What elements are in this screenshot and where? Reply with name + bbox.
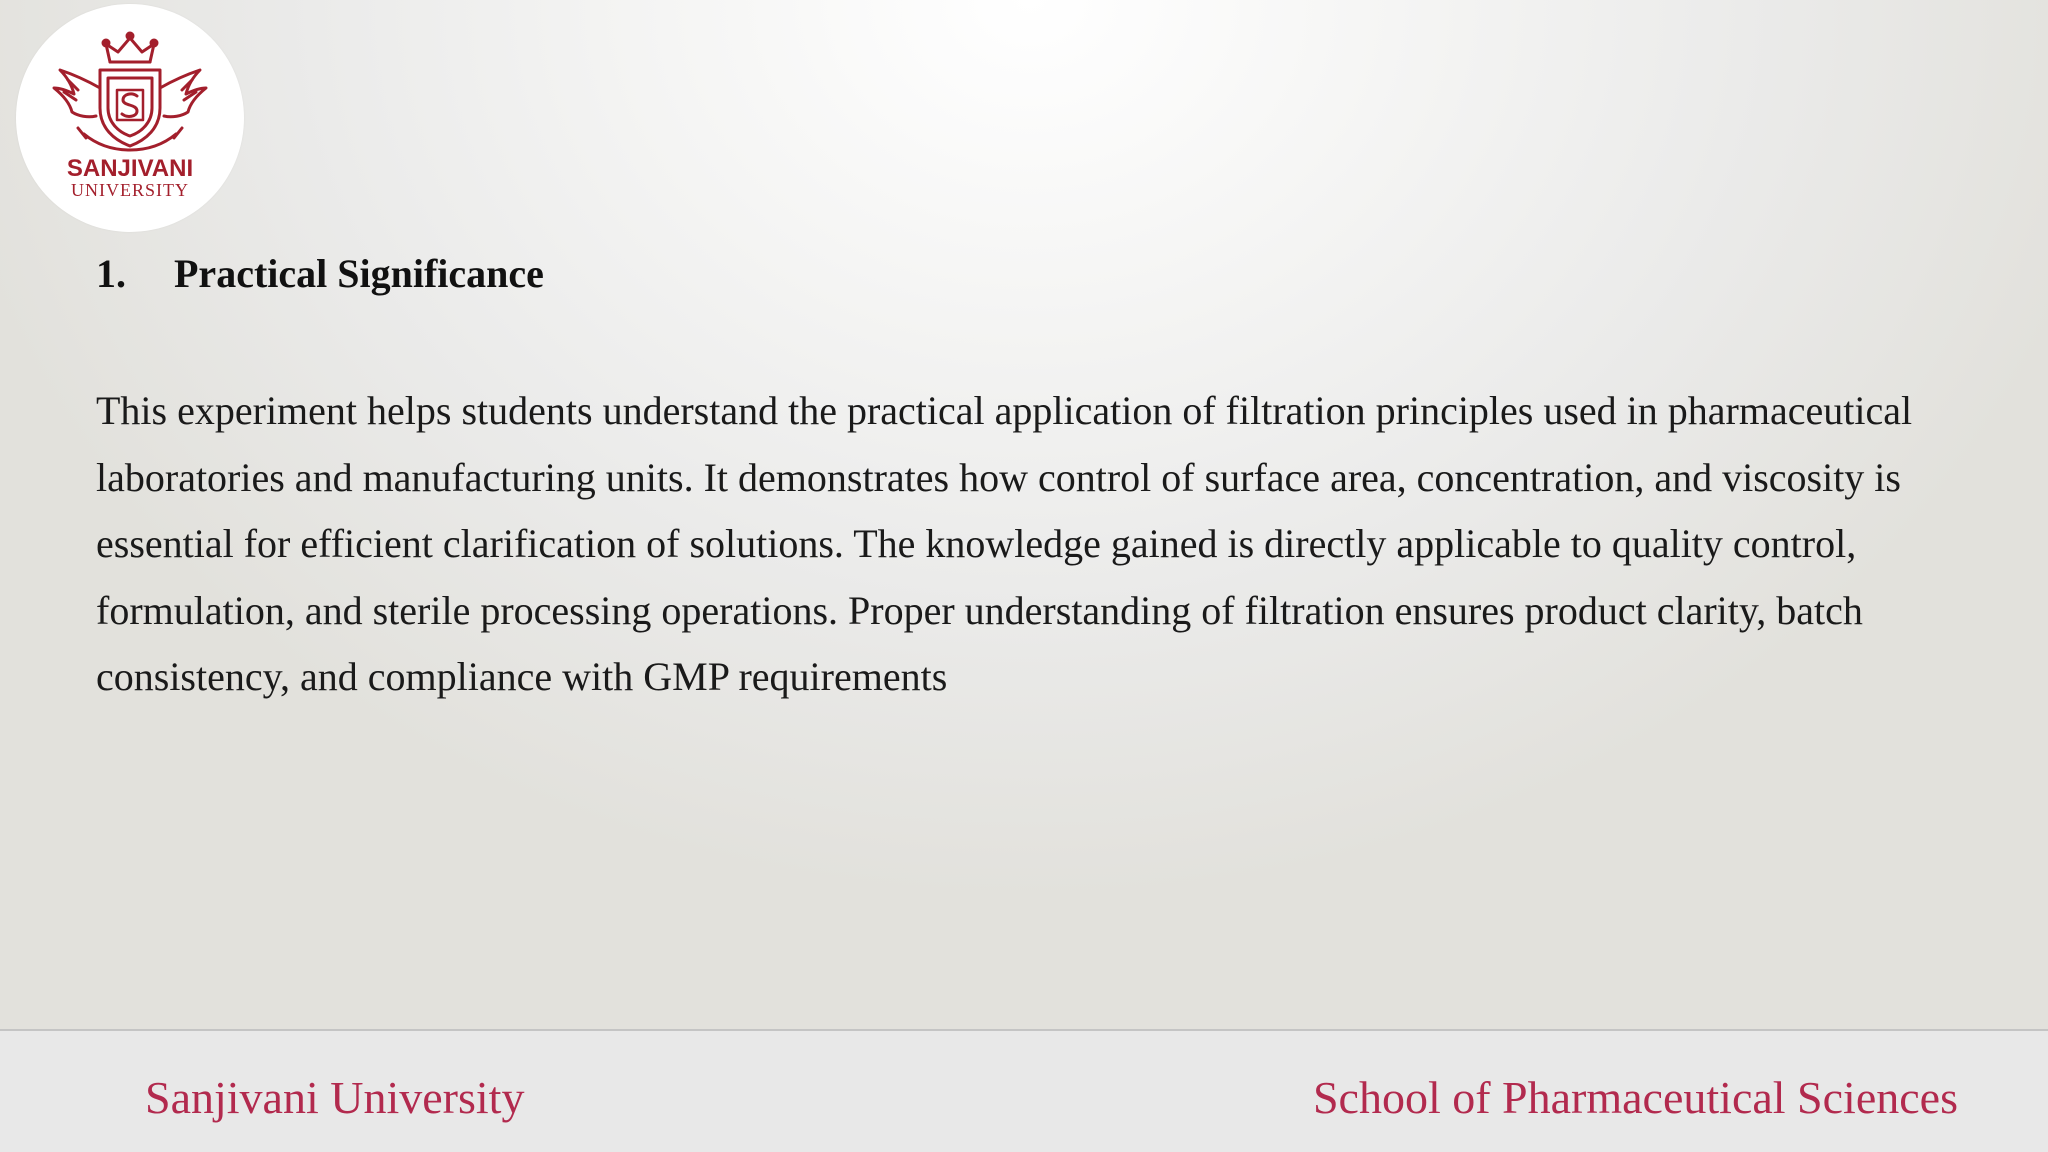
footer-school-name: School of Pharmaceutical Sciences [1312,1072,1958,1123]
logo-name-line1: SANJIVANI [66,155,194,182]
footer-bar [0,1029,2048,1152]
body-line: consistency, and compliance with GMP requirements [96,654,948,699]
university-logo [16,4,244,232]
section-title: Practical Significance [174,251,544,296]
body-line: formulation, and sterile processing operations. Proper understanding of filtration ensures product clarity, batch [96,587,1863,633]
footer-university-name: Sanjivani University [145,1072,525,1123]
body-paragraph [96,378,2046,711]
body-line: laboratories and manufacturing units. It demonstrates how control of surface area, concentration, and viscosity is [96,454,1901,500]
section-number: 1. [96,251,126,296]
body-line: This experiment helps students understand the practical application of filtration principles used in pharmaceutical [96,388,1913,433]
body-line: essential for efficient clarification of solutions. The knowledge gained is directly applicable to quality control, [96,521,1857,566]
crest-icon [16,4,244,232]
logo-name-line2: UNIVERSITY [71,180,189,200]
section-heading [96,250,544,297]
